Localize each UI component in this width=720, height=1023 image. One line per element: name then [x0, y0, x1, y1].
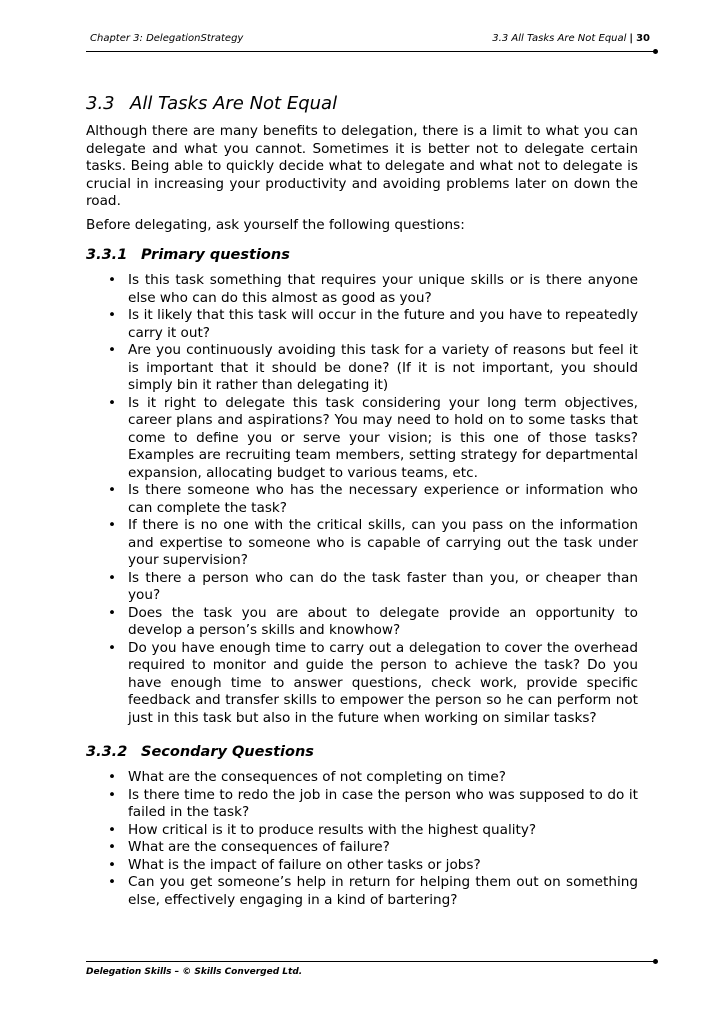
- chapter-title: Chapter 3: DelegationStrategy: [90, 33, 244, 44]
- list-item: • Do you have enough time to carry out a delegation to cover the overhead required to monitor and guide the person to achieve the task? Do you have enough time to answer questions, check work, provide specific feedback and transfer skills to empower the person so he can perform not just in this task but also in the future when working on similar tasks?: [86, 640, 638, 728]
- header-section-title: 3.3 All Tasks Are Not Equal: [492, 33, 627, 44]
- footer-rule: [86, 961, 656, 962]
- list-item: • How critical is it to produce results with the highest quality?: [86, 822, 638, 840]
- subsection-heading-secondary: [86, 743, 638, 761]
- subsection-title: Primary questions: [141, 247, 290, 263]
- primary-questions-list: [86, 272, 638, 727]
- page-number: 30: [636, 33, 650, 44]
- intro-paragraph: Although there are many benefits to delegation, there is a limit to what you can delegate and what you cannot. Sometimes it is better not to delegate certain tasks. Being able to quickly decide what to delegate and what not to delegate is crucial in increasing your productivity and avoiding problems later on down the road.: [86, 123, 638, 209]
- subsection-title: Secondary Questions: [141, 744, 314, 760]
- footer-rule-dot: [653, 959, 658, 964]
- page-content: [86, 93, 638, 909]
- header-right: [492, 33, 650, 44]
- header-rule-dot: [653, 49, 658, 54]
- list-item: • What are the consequences of not completing on time?: [86, 769, 638, 787]
- list-item: • Is there someone who has the necessary experience or information who can complete the task?: [86, 482, 638, 517]
- list-item: • What is the impact of failure on other tasks or jobs?: [86, 857, 638, 875]
- subsection-heading-primary: [86, 246, 638, 264]
- section-heading: [86, 93, 638, 115]
- header-separator: |: [629, 33, 634, 44]
- list-item: • Is it right to delegate this task considering your long term objectives, career plans and aspirations? You may need to hold on to some tasks that come to define you or serve your vision; is this one of those tasks? Examples are recruiting team members, setting strategy for departmental expansion, allocating budget to various teams, etc.: [86, 395, 638, 483]
- list-item: • Is this task something that requires your unique skills or is there anyone else who can do this almost as good as you?: [86, 272, 638, 307]
- subsection-number: 3.3.2: [86, 744, 128, 760]
- subsection-number: 3.3.1: [86, 247, 128, 263]
- header-rule: [86, 51, 656, 52]
- section-number: 3.3: [86, 93, 115, 114]
- list-item: • Is it likely that this task will occur in the future and you have to repeatedly carry it out?: [86, 307, 638, 342]
- section-title: All Tasks Are Not Equal: [130, 93, 338, 114]
- lead-paragraph: Before delegating, ask yourself the following questions:: [86, 216, 465, 233]
- list-item: • Does the task you are about to delegate provide an opportunity to develop a person’s skills and knowhow?: [86, 605, 638, 640]
- page-footer: Delegation Skills – © Skills Converged Ltd.: [86, 967, 303, 977]
- list-item: • Is there a person who can do the task faster than you, or cheaper than you?: [86, 570, 638, 605]
- list-item: • Are you continuously avoiding this task for a variety of reasons but feel it is important that it should be done? (If it is not important, you should simply bin it rather than delegating it): [86, 342, 638, 395]
- page-header: [86, 32, 656, 46]
- list-item: • Can you get someone’s help in return for helping them out on something else, effectively engaging in a kind of bartering?: [86, 874, 638, 909]
- list-item: • What are the consequences of failure?: [86, 839, 638, 857]
- list-item: • Is there time to redo the job in case the person who was supposed to do it failed in the task?: [86, 787, 638, 822]
- list-item: • If there is no one with the critical skills, can you pass on the information and expertise to someone who is capable of carrying out the task under your supervision?: [86, 517, 638, 570]
- secondary-questions-list: [86, 769, 638, 909]
